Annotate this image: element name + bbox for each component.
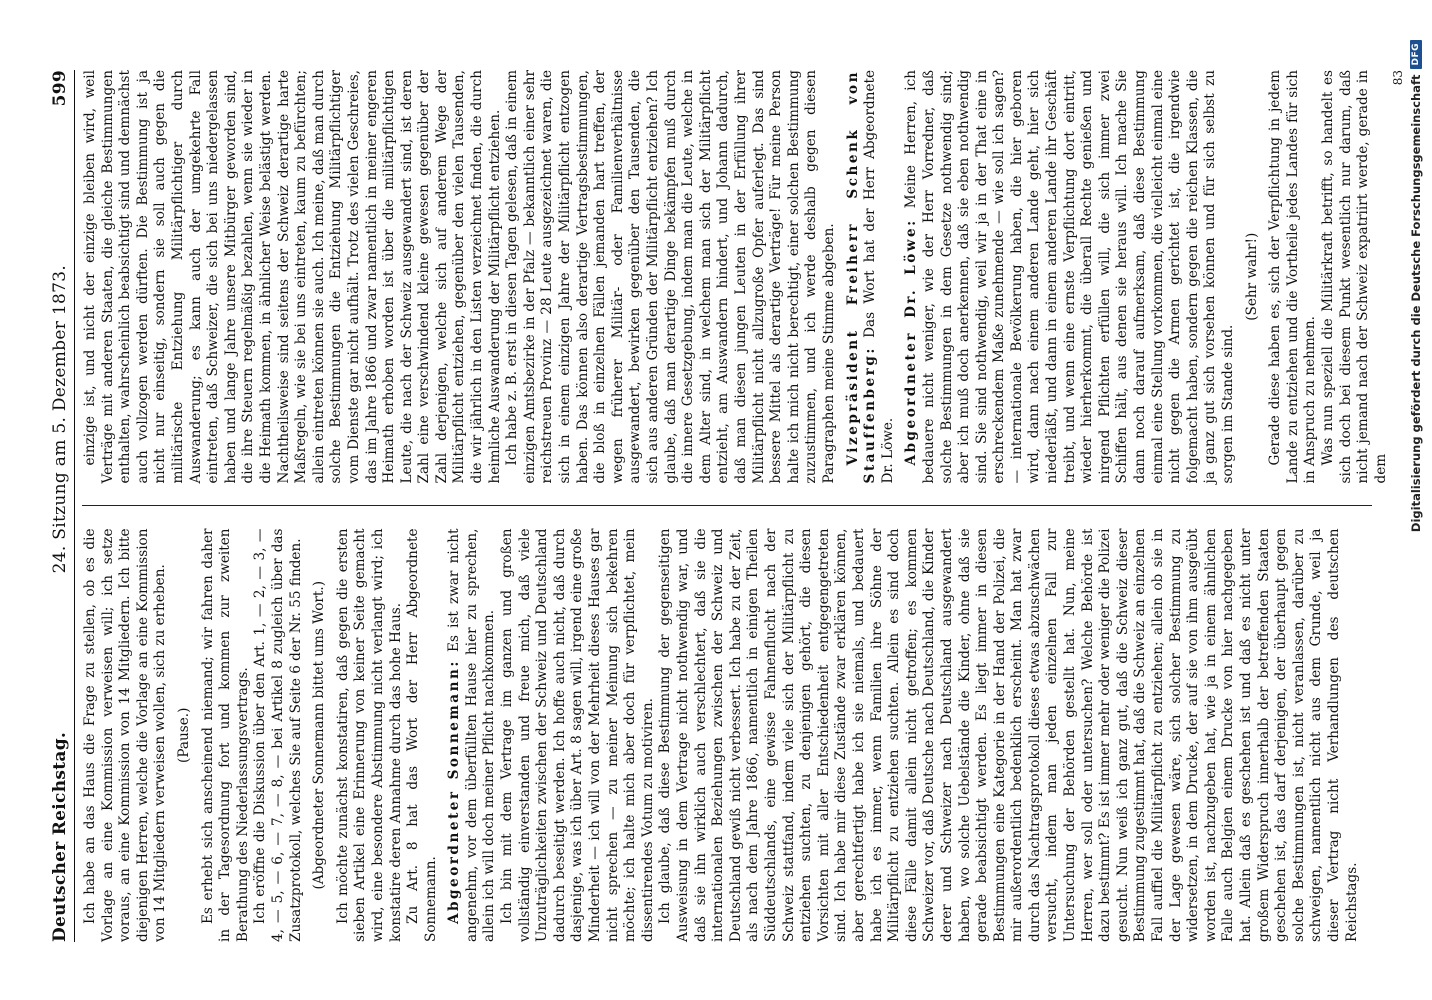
body-paragraph xyxy=(335,529,405,943)
body-paragraph xyxy=(499,529,657,943)
stage-direction-text: (Abgeordneter Sonnemann bittet ums Wort.) xyxy=(311,580,328,890)
dfg-logo: DFG xyxy=(1410,40,1422,69)
speaker-name: Abgeordneter Dr. Löwe: xyxy=(903,218,920,466)
stage-direction-text: (Pause.) xyxy=(175,707,192,763)
speech-paragraph xyxy=(446,529,499,943)
body-paragraph xyxy=(657,529,1361,943)
body-paragraph xyxy=(1320,70,1390,484)
paragraph-text: Ich bin mit dem Vertrage im ganzen und großen vollständig einverstanden und freue mich, daß viele Unzuträglichkeiten zwischen der Schweiz und Deutschland dadurch beseitigt werden. Ich hoffe auch nicht, daß durch dasjenige, was ich über Art. 8 sagen will, irgend eine große Minderheit — ich will von der Mehrheit dieses Hauses gar nicht sprechen — zu meiner Meinung sich bekehren möchte; ich halte mich aber doch für verpflichtet, mein dissentirendes Votum zu motiviren. xyxy=(499,528,656,942)
paragraph-text: Gerade diese haben es, sich der Verpflichtung in jedem Lande zu entziehen und die Vortheile jedes Landes für sich in Anspruch zu nehmen. xyxy=(1267,70,1319,484)
stage-direction xyxy=(176,529,194,943)
running-head xyxy=(40,70,75,942)
paragraph-text: Ich eröffne die Diskussion über den Art. 1, — 2, — 3, — 4, — 5, — 6, — 7, — 8, — bei Artikel 8 zugleich über das Zusatzprotokoll, welches Sie auf Seite 6 der Nr. 55 finden. xyxy=(252,528,304,942)
sheet-signature: 83 xyxy=(1391,70,1406,86)
sitting-date: 24. Sitzung am 5. Dezember 1873. xyxy=(50,264,70,574)
paragraph-text: Es erhebt sich anscheinend niemand; wir fahren daher in der Tagesordnung fort und kommen zur zweiten Berathung des Niederlassungsvertrags. xyxy=(199,528,251,942)
column-rule xyxy=(82,506,1372,507)
paragraph-text: Ich habe z. B. erst in diesen Tagen gelesen, daß in einem einzigen Amtsbezirke in der Pfalz — bekanntlich einer sehr reichstreuen Provinz — 28 Leute ausgezeichnet waren, die sich in einem einzigen Jahre der Militärpflicht entzogen haben. Das können also derartige Vertragsbestimmungen, die bloß in einzelnen Fällen jemanden hart treffen, der wegen früherer Militär- oder Familienverhältnisse ausgewandert, bewirken gegenüber den Tausenden, die sich aus anderen Gründen der Militärpflicht entziehen? Ich glaube, daß man derartige Dinge bekämpfen muß durch die innere Gesetzgebung, indem man die Leute, welche in dem Alter sind, in welchem man sich der Militärpflicht entzieht, am Auswandern hindert, und Johann dadurch, daß man diesen jungen Leuten in der Erfüllung ihrer Militärpflicht nicht allzugroße Opfer auferlegt. Das sind bessere Mittel als derartige Verträge! Für meine Person halte ich mich nicht berechtigt, einer solchen Bestimmung zuzustimmen, und ich werde deshalb gegen diesen Paragraphen meine Stimme abgeben. xyxy=(504,70,837,484)
paragraph-text: Ich glaube, daß diese Bestimmung der gegenseitigen Ausweisung in dem Vertrage nicht nothwendig war, und daß sie ihn wirklich auch verschlechtert, daß sie die internationalen Beziehungen zwischen der Schweiz und Deutschland gewiß nicht verbessert. Ich habe zu der Zeit, als nach dem Jahre 1866, namentlich in einigen Theilen Süddeutschlands, eine gewisse Fahnenflucht nach der Schweiz stattfand, indem viele sich der Militärpflicht zu entziehen suchten, zu denjenigen gehört, die diesen Vorsichten mit aller Entschiedenheit entgegengetreten sind. Ich habe mir diese Zustände zwar erklären können, aber gerechtfertigt habe ich sie niemals, und bedauert habe ich es immer, wenn Familien ihre Söhne der Militärpflicht zu entziehen suchten. Allein es sind doch diese Fälle damit allein nicht getroffen; es kommen Schweizer vor, daß Deutsche nach Deutschland, die Kinder derer und Schweizer nach Deutschland ausgewandert haben, wo solche Uebelstände die Kinder, ohne daß sie gerade beabsichtigt werden. Es liegt immer in diesen Bestimmungen eine Kategorie in der Hand der Polizei, die mir außerordentlich bedenklich erscheint. Man hat zwar durch das Nachtragsprotokoll dieses etwas abzuschwächen versucht, indem man jeden einzelnen Fall zur Untersuchung der Behörden gestellt hat. Nun, meine Herren, wer soll oder untersuchen? Welche Behörde ist dazu bestimmt? Es ist immer mehr oder weniger die Polizei gesucht. Nun weiß ich ganz gut, daß die Schweiz dieser Bestimmung zugestimmt hat, daß die Schweiz an einzelnen Fall auffiel die Militärpflicht zu entziehen; allein ob sie in der Lage gewesen wäre, sich solcher Bestimmung zu widersetzen, in dem Drucke, der auf sie von ihm ausgeübt worden ist, nachzugeben hat, wie ja in einem ähnlichen Falle auch Belgien einem Drucke von hier nachgegeben hat. Allein daß es geschehen ist und daß es nicht unter großem Widerspruch innerhalb der betreffenden Staaten geschehen ist, das darf derjenigen, der überhaupt gegen solche Bestimmungen ist, nicht veranlassen, darüber zu schweigen, namentlich nicht aus dem Grunde, weil ja dieser Vertrag nicht Verhandlungen des deutschen Reichstags. xyxy=(657,528,1360,942)
right-column xyxy=(82,70,1406,484)
credit-text: Digitalisierung gefördert durch die Deutsche Forschungsgemeinschaft xyxy=(1409,74,1423,533)
body-paragraph xyxy=(82,529,170,943)
body-paragraph xyxy=(200,529,253,943)
stage-direction-text: (Sehr wahr!) xyxy=(1243,232,1260,321)
speech-paragraph xyxy=(845,70,898,484)
stage-direction xyxy=(1244,70,1262,484)
left-column xyxy=(82,529,1372,943)
speech-paragraph xyxy=(903,70,1237,484)
speaker-name: Vizepräsident Freiherr Schenk von Stauffenberg: xyxy=(844,70,879,484)
speaker-name: Abgeordneter Sonnemann: xyxy=(446,659,463,924)
body-paragraph xyxy=(1267,70,1320,484)
paragraph-text: einzige ist, und nicht der einzige bleiben wird, weil Verträge mit anderen Staaten, die gleiche Bestimmungen enthalten, wahrscheinlich beabsichtigt sind und demnächst auch vollzogen werden dürften. Die Bestimmung ist ja nicht nur einseitig, sondern sie soll auch gegen die militärische Entziehung Militärpflichtiger durch Auswanderung; es kann auch der umgekehrte Fall eintreten, daß Schweizer, die sich bei uns niedergelassen haben und lange Jahre unsere Mitbürger geworden sind, die ihre Steuern regelmäßig bezahlen, wenn sie wieder in die Heimath kommen, in ähnlicher Weise belästigt werden. Nachtheilsweise sind seitens der Schweiz derartige harte Maßregeln, wie sie bei uns eintreten, kaum zu befürchten; allein eintreten können sie auch. Ich meine, daß man durch solche Bestimmungen die Entziehung Militärpflichtiger vom Dienste gar nicht aufhält. Trotz des vielen Geschreies, das im Jahre 1866 und zwar namentlich in meiner engeren Heimath erhoben worden ist über die militärpflichtigen Leute, die nach der Schweiz ausgewandert sind, ist deren Zahl eine verschwindend kleine gewesen gegenüber der Zahl derjenigen, welche sich auf anderem Wege der Militärpflicht entziehen, gegenüber den vielen Tausenden, die wir jährlich in den Listen verzeichnet finden, die durch heimliche Auswanderung der Militärpflicht entziehen. xyxy=(82,70,503,484)
body-paragraph xyxy=(405,529,440,943)
paragraph-text: Ich möchte zunächst konstatiren, daß gegen die ersten sieben Artikel eine Erinnerung von keiner Seite gemacht wird, eine besondere Abstimmung nicht verlangt wird; ich konstatire deren Annahme durch das hohe Haus. xyxy=(334,528,404,942)
body-paragraph xyxy=(252,529,305,943)
digitization-credit xyxy=(1406,40,1426,960)
paragraph-text: Ich habe an das Haus die Frage zu stellen, ob es die Vorlage an eine Kommission verweisen will; ich setze voraus, an eine Kommission von 14 Mitgliedern. Ich bitte diejenigen Herren, welche die Vorlage an eine Kommission von 14 Mitgliedern verweisen wollen, sich zu erheben. xyxy=(82,528,169,942)
paragraph-text: Was nun speziell die Militärkraft betrifft, so handelt es sich doch bei diesem Punkt wesentlich nur darum, daß nicht jemand nach der Schweiz expatriirt werde, gerade in dem xyxy=(1319,70,1389,484)
speech-text: Meine Herren, ich bedauere nicht weniger, wie der Herr Vorredner, daß solche Bestimmungen in dem Gesetze nothwendig sind; aber ich muß doch anerkennen, daß sie eben nothwendig sind. Sie sind nothwendig, weil wir ja in der That eine in erschreckendem Maße zunehmende — wie soll ich sagen? — internationale Bevölkerung haben, die hier geboren wird, dann nach einem anderen Lande geht, hier sich niederläßt, und dann in einem anderen Lande ihr Geschäft treibt, und wenn eine ernste Verpflichtung dort eintritt, wieder hierherkommt, die überall Rechte genießen und nirgend Pflichten erfüllen will, die sich immer zwei Schiffen hält, aus denen sie heraus will. Ich mache Sie dann noch darauf aufmerksam, daß diese Bestimmung einmal eine Stellung vorkommen, die vielleicht einmal eine nicht gegen die Armen gerichtet ist, die irgendwie folgemacht haben, sondern gegen die reichen Klassen, die ja ganz gut sich vorsehen können und für sich selbst zu sorgen im Stande sind. xyxy=(903,70,1236,484)
paragraph-text: Zu Art. 8 hat das Wort der Herr Abgeordnete Sonnemann. xyxy=(405,528,439,942)
speech-text: Es ist zwar nicht angenehm, vor dem überfüllten Hause hier zu sprechen, allein ich will doch meiner Pflicht nachkommen. xyxy=(446,528,498,942)
body-paragraph xyxy=(504,70,838,484)
page-number: 599 xyxy=(50,70,70,107)
body-paragraph xyxy=(82,70,504,484)
stage-direction xyxy=(311,529,329,943)
publication-title: Deutscher Reichstag. xyxy=(50,731,70,942)
text-columns xyxy=(82,70,1406,942)
speech-text: Das Wort hat der Herr Abgeordnete Dr. Löwe. xyxy=(862,70,896,484)
